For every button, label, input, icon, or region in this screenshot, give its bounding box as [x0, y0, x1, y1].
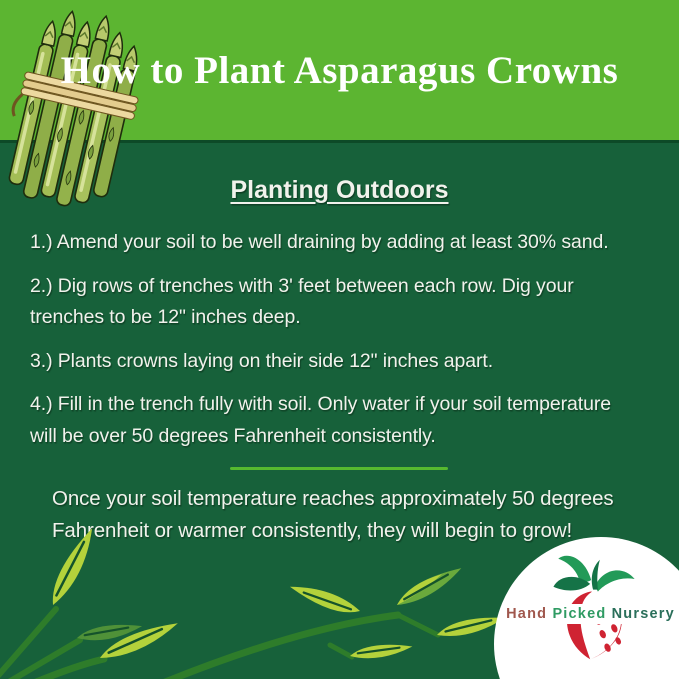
note-line-2: Fahrenheit or warmer consistently, they will begin to grow! [52, 518, 573, 542]
section-divider [230, 467, 448, 470]
content-area [0, 176, 679, 546]
step-4-line-1: 4.) Fill in the trench fully with soil. Only water if your soil temperature [30, 393, 611, 415]
logo-badge [494, 537, 679, 679]
step-1-line-1: 1.) Amend your soil to be well draining by adding at least 30% sand. [30, 231, 609, 253]
leaf-branches-illustration [0, 527, 520, 679]
step-3-line-1: 3.) Plants crowns laying on their side 12" inches apart. [30, 349, 494, 372]
logo-word-nursery: Nursery [611, 606, 675, 622]
steps-list [0, 227, 679, 546]
step-4 [30, 389, 671, 452]
asparagus-bundle-illustration [6, 0, 206, 214]
logo-wordmark [503, 604, 678, 624]
page-title: How to Plant Asparagus Crowns [60, 49, 619, 92]
step-1 [30, 227, 671, 259]
logo-word-hand: Hand [506, 606, 548, 622]
leaf-branches-icon [0, 527, 520, 679]
step-2 [30, 271, 671, 334]
logo-word-picked: Picked [552, 606, 607, 622]
note-line-1: Once your soil temperature reaches approximately 50 degrees [52, 487, 614, 510]
section-heading: Planting Outdoors [230, 176, 449, 204]
step-2-line-2: trenches to be 12" inches deep. [30, 306, 301, 328]
logo-text [488, 606, 679, 622]
step-2-line-1: 2.) Dig rows of trenches with 3' feet between each row. Dig your [30, 274, 574, 297]
step-3 [30, 346, 671, 378]
strawberry-leaves [553, 556, 634, 592]
strawberry-body [567, 592, 622, 660]
asparagus-bundle-icon [6, 0, 206, 214]
step-4-line-2: will be over 50 degrees Fahrenheit consistently. [30, 424, 436, 447]
asparagus-group [6, 0, 155, 214]
branch-stems [0, 609, 438, 679]
